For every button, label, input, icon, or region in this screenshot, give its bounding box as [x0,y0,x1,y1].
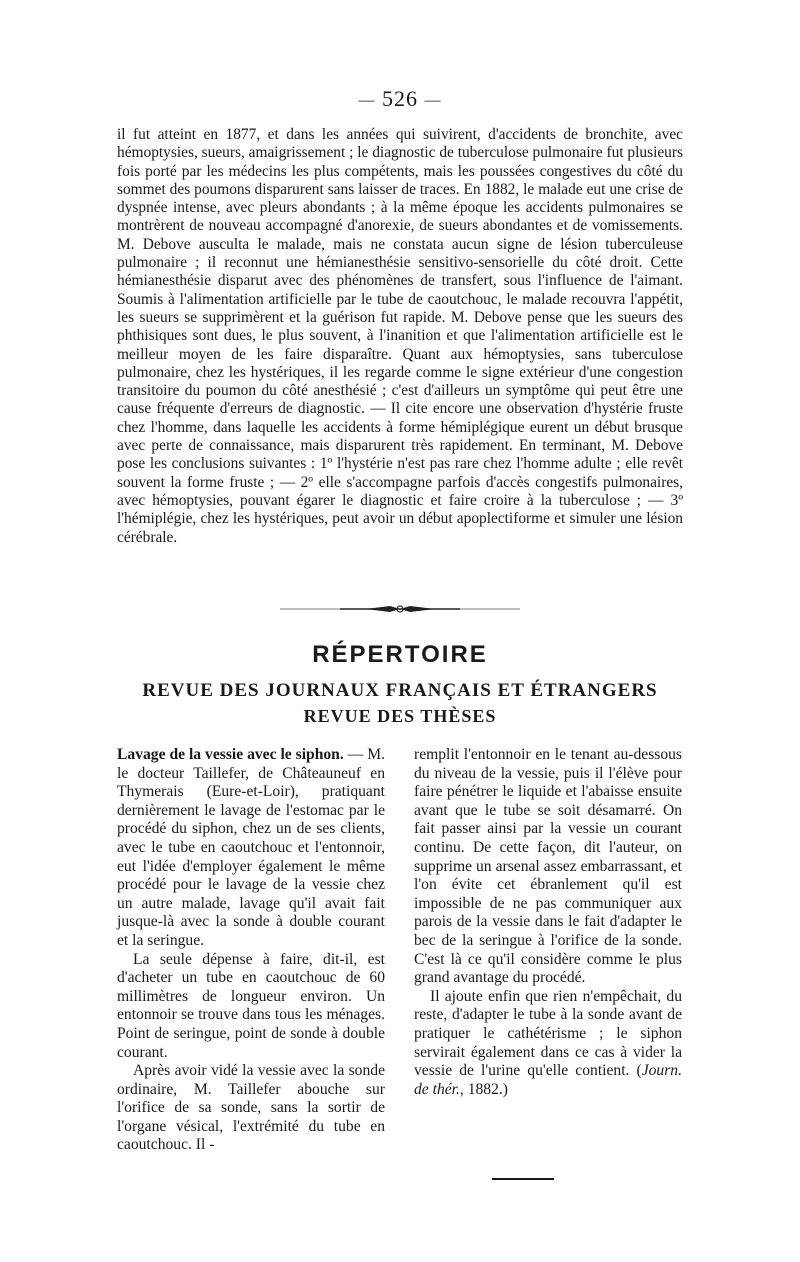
page-number-value: 526 [382,86,418,111]
article-paragraph [117,746,385,951]
page-number [0,86,800,112]
article-paragraph-text: Il ajoute enfin que rien n'empêchait, du reste, d'adapter le tube à la sonde avant de pratiquer le cathétérisme ; le siphon servirait également dans ce cas à vider la vessie de l'urine qu'elle contient. ( [414,987,682,1080]
article-column-right [414,746,682,1099]
ornament-dash-left: — [358,91,376,109]
section-subtitle: REVUE DES JOURNAUX FRANÇAIS ET ÉTRANGERS [142,680,658,701]
section-subtitle-theses: REVUE DES THÈSES [303,706,497,726]
ornament-dash-right: — [424,91,442,109]
article-paragraph-continued: Après avoir vidé la vessie avec la sonde ordinaire, M. Taillefer abouche sur l'orifice de sa sonde, sans la sortir de l'organe vésical, l'extrémité du tube en caoutchouc. Il - [117,1062,385,1154]
ornamental-divider [280,603,520,615]
article-column-left [117,746,385,1155]
article-paragraph: La seule dépense à faire, dit-il, est d'acheter un tube en caoutchouc de 60 millimètres de longueur environ. Un entonnoir se trouve dans tous les ménages. Point de seringue, point de sonde à double courant. [117,950,385,1061]
article-title: Lavage de la vessie avec le siphon. [117,746,344,763]
end-rule [492,1178,554,1180]
article-paragraph [414,988,682,1100]
article-paragraph-text: — M. le docteur Taillefer, de Châteauneuf en Thymerais (Eure-et-Loir), pratiquant dernièrement le lavage de l'estomac par le procédé du siphon, chez un de ses clients, avec le tube en caoutchouc et l'entonnoir, eut l'idée d'employer également le même procédé pour le lavage de la vessie chez un autre malade, lavage qu'il avait fait jusque-là avec la sonde à double courant et la seringue. [117,746,385,949]
citation-year: , 1882.) [459,1080,508,1098]
citation-journal: Journ. de thér. [414,1062,682,1098]
intro-paragraph: il fut atteint en 1877, et dans les années qui suivirent, d'accidents de bronchite, avec hémoptysies, sueurs, amaigrissement ; le diagnostic de tuberculose pulmonaire fut plusieurs fois porté par les médecins les plus compétents, mais les poussées congestives du côté du sommet des poumons disparurent sans laisser de traces. En 1882, le malade eut une crise de dyspnée intense, avec pleurs abondants ; à la même époque les accidents pulmonaires se montrèrent de nouveau accompagné d'anorexie, de sueurs abondantes et de vomissements. M. Debove ausculta le malade, mais ne constata aucun signe de lésion tuberculeuse pulmonaire ; il reconnut une hémianesthésie sensitivo-sensorielle du côté droit. Cette hémianesthésie disparut avec des phénomènes de transfert, sous l'influence de l'aimant. Soumis à l'alimentation artificielle par le tube de caoutchouc, le malade recouvra l'appétit, les sueurs se supprimèrent et la guérison fut rapide. M. Debove pense que les sueurs des phthisiques sont dues, le plus souvent, à l'inanition et que l'alimentation artificielle est le meilleur moyen de les faire disparaître. Quant aux hémoptysies, sans tuberculose pulmonaire, chez les hystériques, il les regarde comme le signe extérieur d'une congestion transitoire du poumon du côté anesthésié ; c'est d'ailleurs un symptôme qui peut être une cause fréquente d'erreurs de diagnostic. — Il cite encore une observation d'hystérie fruste chez l'homme, dans laquelle les accidents à forme hémiplégique eurent un début brusque avec perte de connaissance, mais disparurent très rapidement. En terminant, M. Debove pose les conclusions suivantes : 1º l'hystérie n'est pas rare chez l'homme adulte ; elle revêt souvent la forme fruste ; — 2º elle s'accompagne parfois d'accès congestifs pulmonaires, avec hémoptysies, pouvant égarer le diagnostic et faire croire à la tuberculose ; — 3º l'hémiplégie, chez les hystériques, peut avoir un début apoplectiforme et simuler une lésion cérébrale. [117,126,683,546]
article-paragraph-continuation: remplit l'entonnoir en le tenant au-dessous du niveau de la vessie, puis il l'élève pour faire pénétrer le liquide et l'abaisse ensuite avant que le tube se soit désamarré. On fait passer ainsi par la vessie un courant continu. De cette façon, dit l'auteur, on supprime un arsenal assez embarrassant, et l'on évite cet ébranlement qu'il est impossible de ne pas communiquer aux parois de la vessie dans le fait d'adapter le bec de la seringue à l'orifice de la sonde. C'est là ce qu'il considère comme le plus grand avantage du procédé. [414,746,682,987]
section-title: RÉPERTOIRE [312,641,488,668]
